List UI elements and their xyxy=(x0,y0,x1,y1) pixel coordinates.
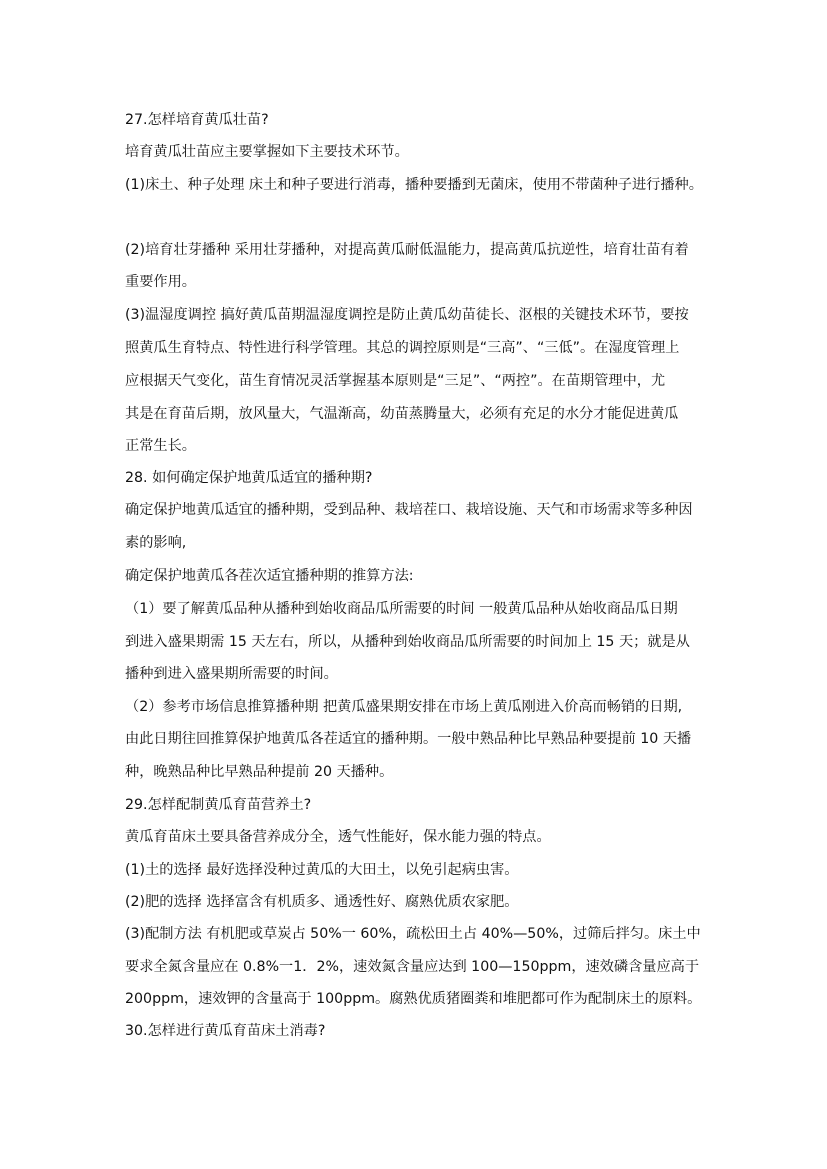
paragraph-line: 黄瓜育苗床土要具备营养成分全，透气性能好，保水能力强的特点。 xyxy=(125,829,551,845)
paragraph-line: (1)土的选择 最好选择没种过黄瓜的大田土，以免引起病虫害。 xyxy=(125,862,519,878)
paragraph-line: 200ppm，速效钾的含量高于 100ppm。腐熟优质猪圈粪和堆肥都可作为配制床土的原料。 xyxy=(125,991,702,1007)
paragraph-line: 其是在育苗后期，放风量大，气温渐高，幼苗蒸腾量大，必须有充足的水分才能促进黄瓜 xyxy=(125,406,679,422)
paragraph-line: 到进入盛果期需 15 天左右，所以，从播种到始收商品瓜所需要的时间加上 15 天；就是从 xyxy=(125,634,690,650)
paragraph-line: 正常生长。 xyxy=(125,438,196,454)
paragraph-line: 重要作用。 xyxy=(125,274,196,290)
paragraph-line: (2)培育壮芽播种 采用壮芽播种，对提高黄瓜耐低温能力，提高黄瓜抗逆性，培育壮苗有着 xyxy=(125,242,689,258)
question-28-heading: 28. 如何确定保护地黄瓜适宜的播种期? xyxy=(125,470,373,486)
question-30-heading: 30.怎样进行黄瓜育苗床土消毒? xyxy=(125,1023,326,1039)
paragraph-line: 培育黄瓜壮苗应主要掌握如下主要技术环节。 xyxy=(125,144,409,160)
paragraph-line: 照黄瓜生育特点、特性进行科学管理。其总的调控原则是“三高”、“三低”。在湿度管理上 xyxy=(125,340,680,356)
paragraph-line: 确定保护地黄瓜各茬次适宜播种期的推算方法: xyxy=(125,568,414,584)
question-29-heading: 29.怎样配制黄瓜育苗营养土? xyxy=(125,797,312,813)
paragraph-line: (3)配制方法 有机肥或草炭占 50%一 60%，疏松田土占 40%—50%，过筛后拌匀。床土中 xyxy=(125,926,701,942)
paragraph-line: 素的影响, xyxy=(125,535,187,551)
question-27-heading: 27.怎样培育黄瓜壮苗? xyxy=(125,112,269,128)
paragraph-line: (2)肥的选择 选择富含有机质多、通透性好、腐熟优质农家肥。 xyxy=(125,894,519,910)
paragraph-line: 播种到进入盛果期所需要的时间。 xyxy=(125,666,338,682)
paragraph-line: (1)床土、种子处理 床土和种子要进行消毒，播种要播到无菌床，使用不带菌种子进行播种。 xyxy=(125,177,703,193)
paragraph-line: (3)温湿度调控 搞好黄瓜苗期温湿度调控是防止黄瓜幼苗徒长、沤根的关键技术环节，要按 xyxy=(125,307,689,323)
paragraph-line: 种，晚熟品种比早熟品种提前 20 天播种。 xyxy=(125,764,394,780)
paragraph-line: （1）要了解黄瓜品种从播种到始收商品瓜所需要的时间 一般黄瓜品种从始收商品瓜日期 xyxy=(125,601,678,617)
paragraph-line: 确定保护地黄瓜适宜的播种期，受到品种、栽培茬口、栽培设施、天气和市场需求等多种因 xyxy=(125,502,693,518)
paragraph-line: 要求全氮含量应在 0.8%一1．2%，速效氮含量应达到 100—150ppm，速效磷含量应高于 xyxy=(125,959,700,975)
paragraph-line: 应根据天气变化，苗生育情况灵活掌握基本原则是“三足”、“两控”。在苗期管理中，尤 xyxy=(125,373,666,389)
paragraph-line: （2）参考市场信息推算播种期 把黄瓜盛果期安排在市场上黄瓜刚进入价高而畅销的日期, xyxy=(125,699,683,715)
paragraph-line: 由此日期往回推算保护地黄瓜各茬适宜的播种期。一般中熟品种比早熟品种要提前 10 天播 xyxy=(125,731,692,747)
